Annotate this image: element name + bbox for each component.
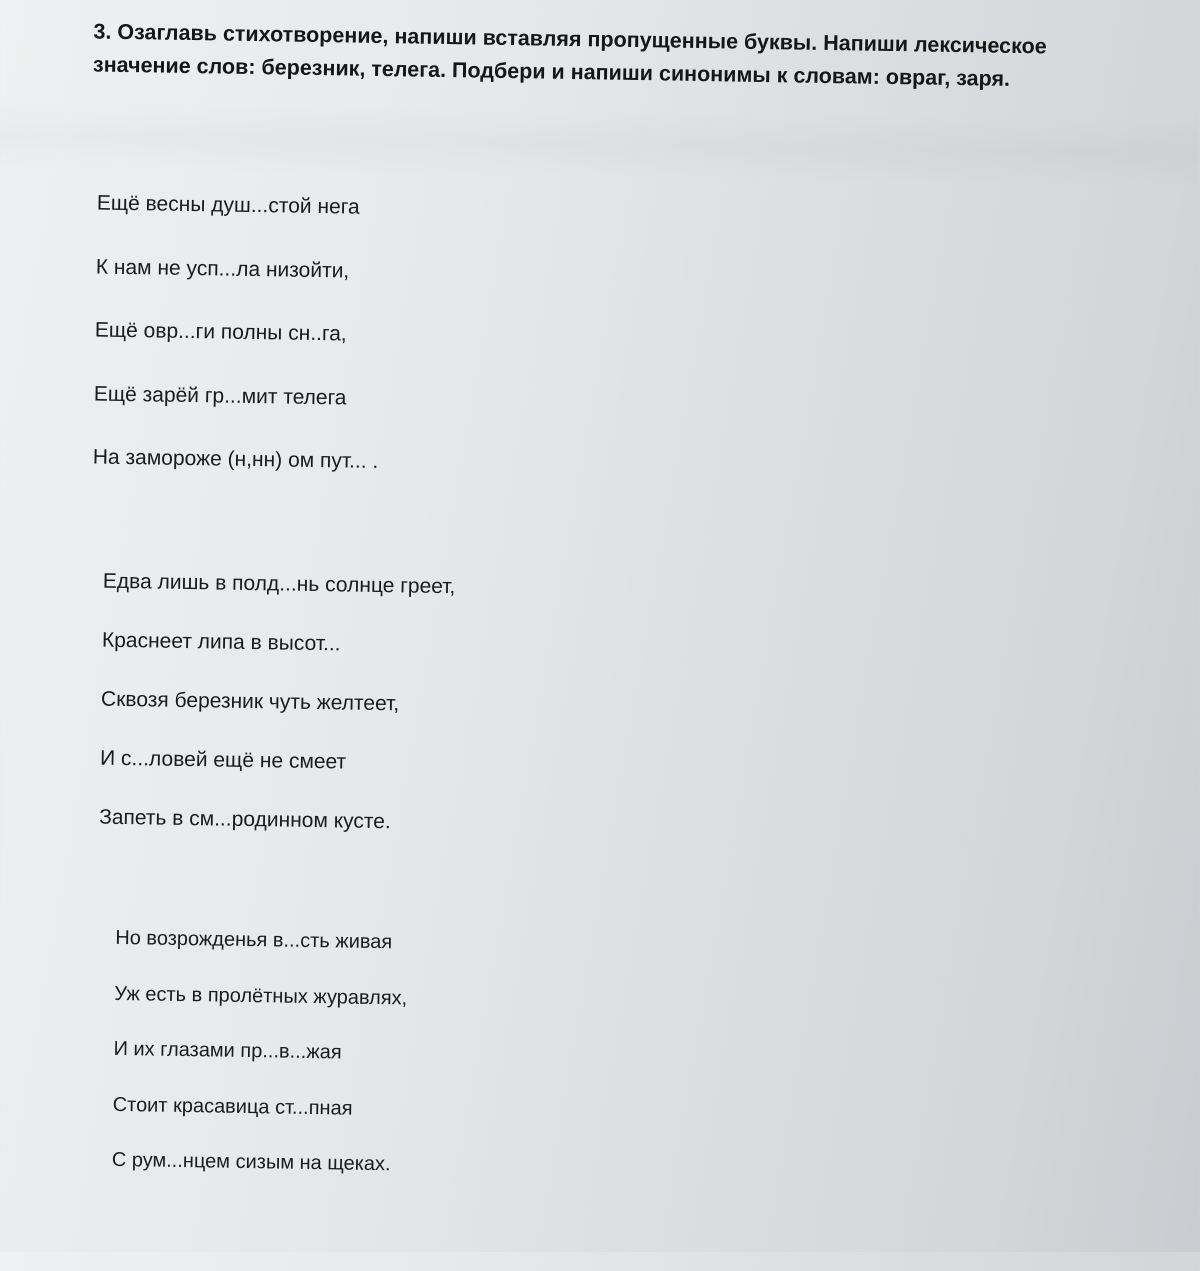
poem-line: Стоит красавица ст...пная — [112, 1093, 353, 1120]
poem-line: Краснеет липа в высот... — [101, 628, 341, 656]
poem-line: Запеть в см...родинном кусте. — [98, 805, 391, 834]
task-instructions — [93, 15, 1114, 97]
poem-line: С рум...нцем сизым на щеках. — [111, 1148, 391, 1176]
paper-fold-shadow — [0, 100, 1198, 189]
poem-stanza-2 — [98, 570, 455, 871]
poem-line: Уж есть в пролётных журавлях, — [114, 982, 408, 1010]
poem-line: Ещё овр...ги полны сн..га, — [94, 318, 347, 346]
poem-line: К нам не усп...ла низойти, — [95, 255, 350, 283]
poem-line: Ещё весны душ...стой нега — [96, 191, 360, 219]
poem-line: Сквозя березник чуть желтеет, — [100, 687, 400, 716]
poem-line: Едва лишь в полд...нь солнце греет, — [102, 569, 456, 599]
poem-line: И их глазами пр...в...жая — [113, 1037, 342, 1064]
poem-line: И с...ловей ещё не смеет — [99, 746, 347, 774]
poem-line: Ещё зарёй гр...мит телега — [93, 382, 347, 409]
task-instruction-line: 3. Озаглавь стихотворение, напиши вставляя пропущенные буквы. Напиши лексическое — [93, 19, 1047, 59]
poem-stanza-3 — [111, 927, 408, 1209]
poem-line: На замороже (н,нн) ом пут... . — [92, 445, 379, 473]
poem-stanza-1 — [92, 192, 382, 514]
task-instruction-line: значение слов: березник, телега. Подбери и напиши синонимы к словам: овраг, заря. — [92, 52, 1011, 91]
poem-line: Но возрожденья в...сть живая — [115, 926, 393, 954]
